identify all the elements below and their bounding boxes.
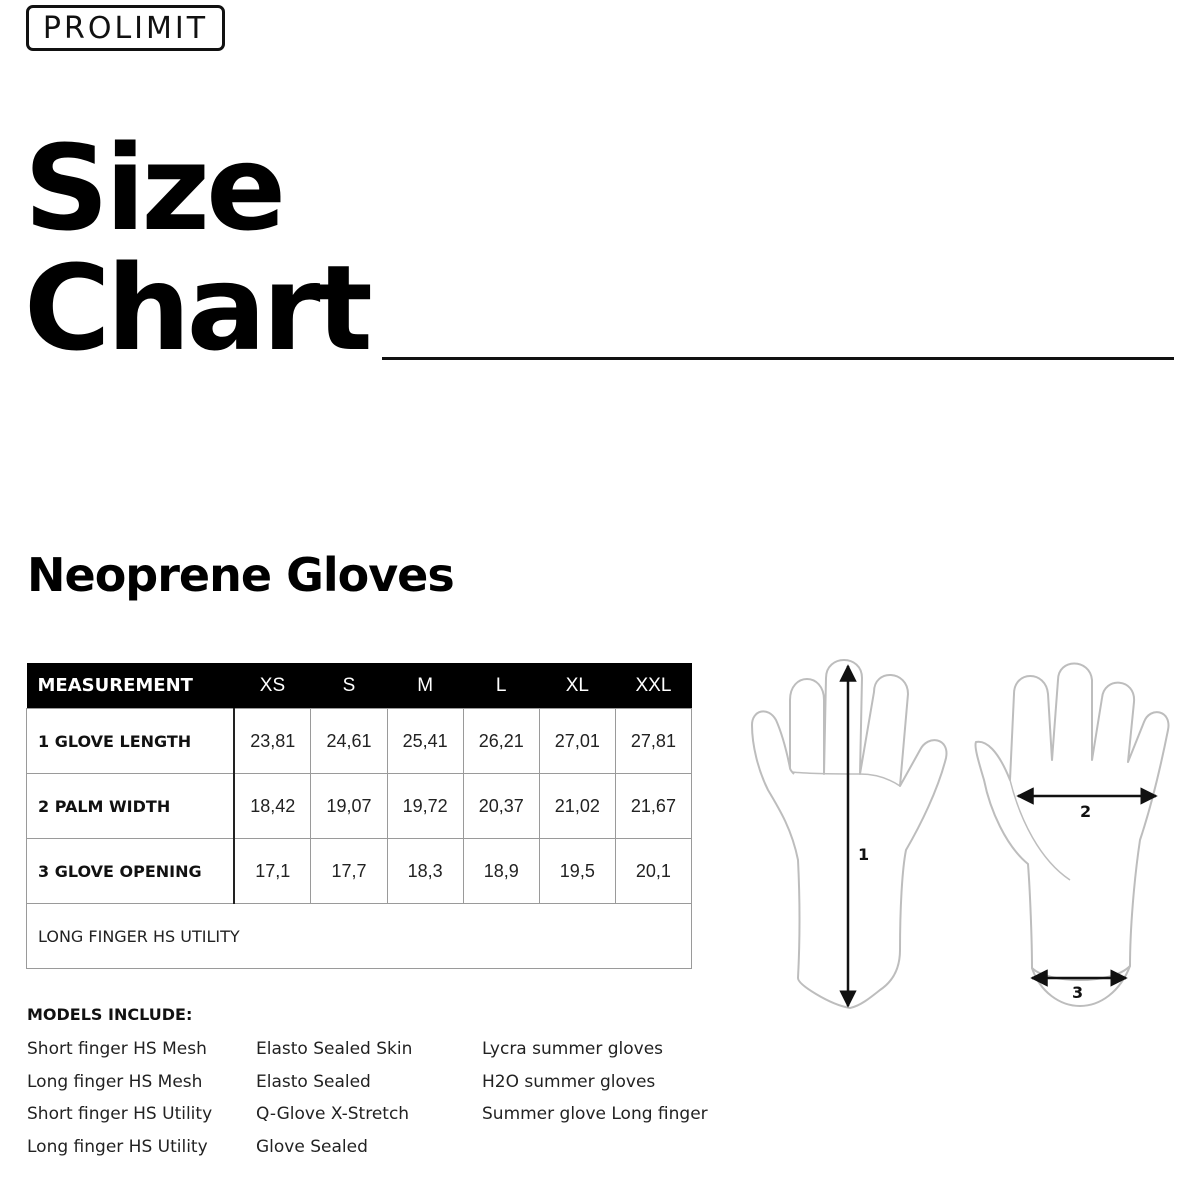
list-item: Elasto Sealed [256,1071,371,1092]
table-cell: 21,67 [615,774,691,839]
list-item: Long finger HS Mesh [27,1071,203,1092]
table-note: LONG FINGER HS UTILITY [27,904,692,969]
table-cell: 19,07 [311,774,387,839]
list-item: Elasto Sealed Skin [256,1039,413,1059]
row-label: 3 GLOVE OPENING [27,839,235,904]
title-line-chart: Chart [24,239,369,377]
opening-label: 3 [1072,983,1084,1002]
list-item: Summer glove Long finger [482,1104,708,1124]
palm-width-label: 2 [1080,802,1092,821]
measurement-header: MEASUREMENT [27,663,235,709]
title-divider [382,357,1174,360]
models-list-col3 [482,1036,708,1134]
glove-measurement-diagram [740,650,1180,1020]
glove-palm-outline [975,664,1168,1007]
list-item: H2O summer gloves [482,1071,656,1092]
product-category-title: Neoprene Gloves [27,548,454,602]
table-cell: 27,01 [539,709,615,774]
table-cell: 21,02 [539,774,615,839]
page-title [24,119,369,377]
models-heading: MODELS INCLUDE: [27,1005,193,1024]
size-header-xxl: XXL [615,663,691,709]
table-cell: 23,81 [234,709,311,774]
size-table [26,663,692,969]
table-cell: 20,1 [615,839,691,904]
models-list-col1 [27,1036,212,1166]
table-cell: 18,9 [463,839,539,904]
row-label: 2 PALM WIDTH [27,774,235,839]
list-item: Glove Sealed [256,1136,368,1157]
list-item: Short finger HS Mesh [27,1039,207,1059]
table-cell: 17,1 [234,839,311,904]
table-cell: 18,42 [234,774,311,839]
title-line-size: Size [24,119,283,257]
size-header-s: S [311,663,387,709]
size-table-header [27,663,692,709]
table-cell: 24,61 [311,709,387,774]
table-cell: 19,5 [539,839,615,904]
list-item: Lycra summer gloves [482,1039,664,1059]
size-header-l: L [463,663,539,709]
table-row-palm-width [27,774,692,839]
table-cell: 27,81 [615,709,691,774]
prolimit-logo: PROLIMIT [26,5,225,51]
models-list-col2 [256,1036,412,1166]
size-header-xl: XL [539,663,615,709]
table-row-note [27,904,692,969]
table-cell: 20,37 [463,774,539,839]
table-cell: 18,3 [387,839,463,904]
table-cell: 26,21 [463,709,539,774]
table-cell: 17,7 [311,839,387,904]
table-row-glove-length [27,709,692,774]
table-cell: 19,72 [387,774,463,839]
list-item: Short finger HS Utility [27,1104,213,1124]
length-label: 1 [858,845,870,864]
list-item: Long finger HS Utility [27,1136,208,1157]
table-row-glove-opening [27,839,692,904]
size-header-xs: XS [234,663,311,709]
table-cell: 25,41 [387,709,463,774]
row-label: 1 GLOVE LENGTH [27,709,235,774]
size-header-m: M [387,663,463,709]
list-item: Q-Glove X-Stretch [256,1104,410,1124]
